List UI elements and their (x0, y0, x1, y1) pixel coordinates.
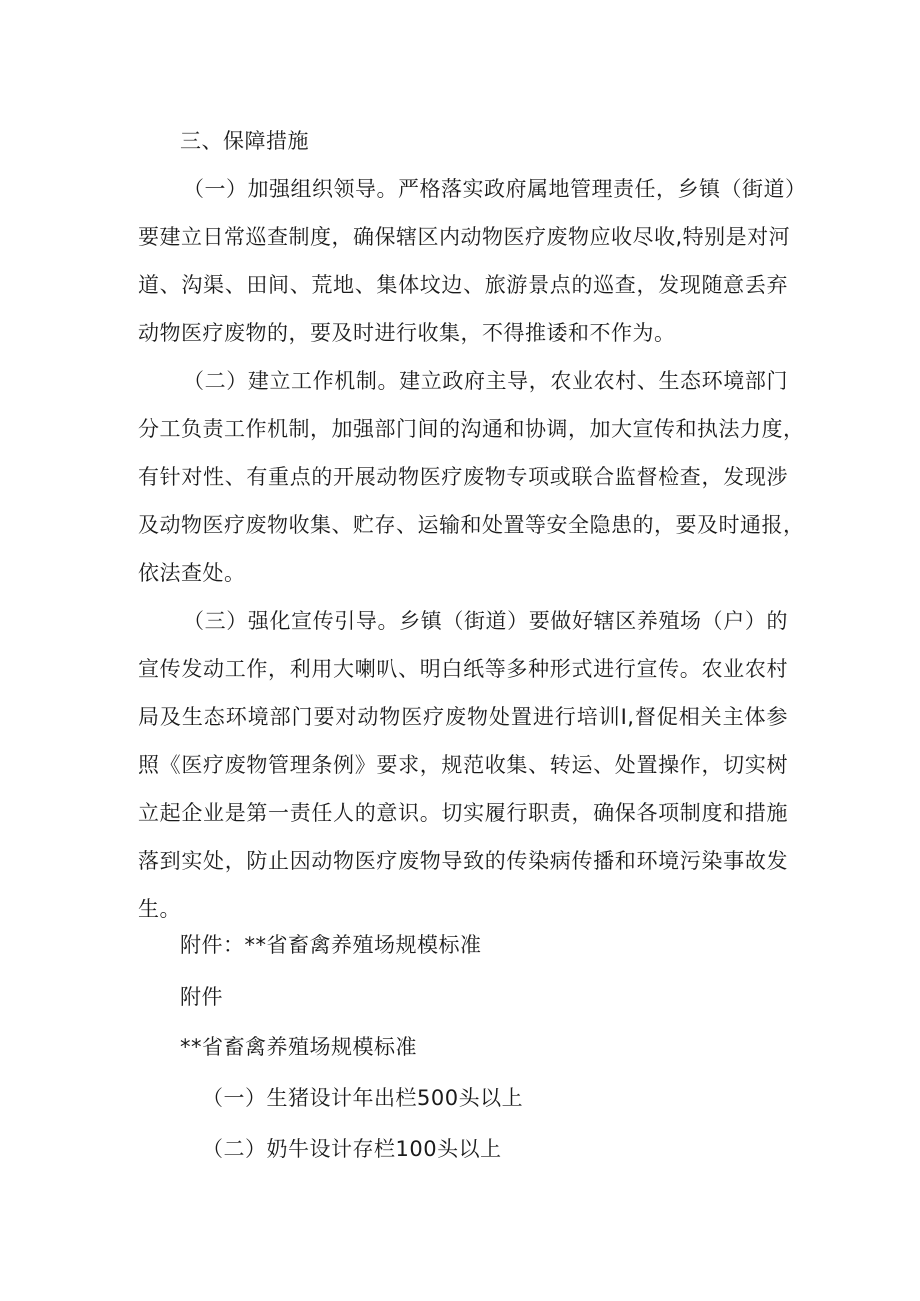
paragraph-2-line-5: 依法查处。 (138, 561, 246, 585)
paragraph-2-line-4: 及动物医疗废物收集、贮存、运输和处置等安全隐患的，要及时通报， (138, 513, 805, 537)
paragraph-3-line-1: （三）强化宣传引导。乡镇（街道）要做好辖区养殖场（户）的 (183, 609, 788, 633)
attachment-label: 附件 (180, 985, 223, 1009)
paragraph-2-line-2: 分工负责工作机制，加强部门间的沟通和协调，加大宣传和执法力度， (138, 417, 805, 441)
paragraph-1-line-2: 要建立日常巡查制度，确保辖区内动物医疗废物应收尽收,特别是对河 (138, 225, 791, 249)
paragraph-2-line-3: 有针对性、有重点的开展动物医疗废物专项或联合监督检查，发现涉 (138, 465, 788, 489)
attachment-title: **省畜禽养殖场规模标准 (180, 1035, 417, 1059)
section-heading: 三、保障措施 (180, 129, 309, 153)
paragraph-2-line-1: （二）建立工作机制。建立政府主导，农业农村、生态环境部门 (183, 369, 788, 393)
paragraph-3-line-3: 局及生态环境部门要对动物医疗废物处置进行培训I,督促相关主体参 (138, 705, 788, 729)
paragraph-1-line-1: （一）加强组织领导。严格落实政府属地管理责任，乡镇（街道） (183, 177, 807, 201)
paragraph-1-line-3: 道、沟渠、田间、荒地、集体坟边、旅游景点的巡查，发现随意丢弃 (138, 273, 788, 297)
paragraph-3-line-4: 照《医疗废物管理条例》要求，规范收集、转运、处置操作，切实树 (138, 753, 788, 777)
standard-item-2: （二）奶牛设计存栏100头以上 (202, 1137, 502, 1161)
paragraph-3-line-7: 生。 (138, 897, 181, 921)
paragraph-1-line-4: 动物医疗废物的，要及时进行收集，不得推诿和不作为。 (138, 321, 676, 345)
attachment-note: 附件：**省畜禽养殖场规模标准 (180, 933, 482, 957)
paragraph-3-line-6: 落到实处，防止因动物医疗废物导致的传染病传播和环境污染事故发 (138, 849, 788, 873)
standard-item-1: （一）生猪设计年出栏500头以上 (202, 1086, 524, 1110)
paragraph-3-line-5: 立起企业是第一责任人的意识。切实履行职责，确保各项制度和措施 (138, 801, 788, 825)
paragraph-3-line-2: 宣传发动工作，利用大喇叭、明白纸等多种形式进行宣传。农业农村 (138, 657, 788, 681)
